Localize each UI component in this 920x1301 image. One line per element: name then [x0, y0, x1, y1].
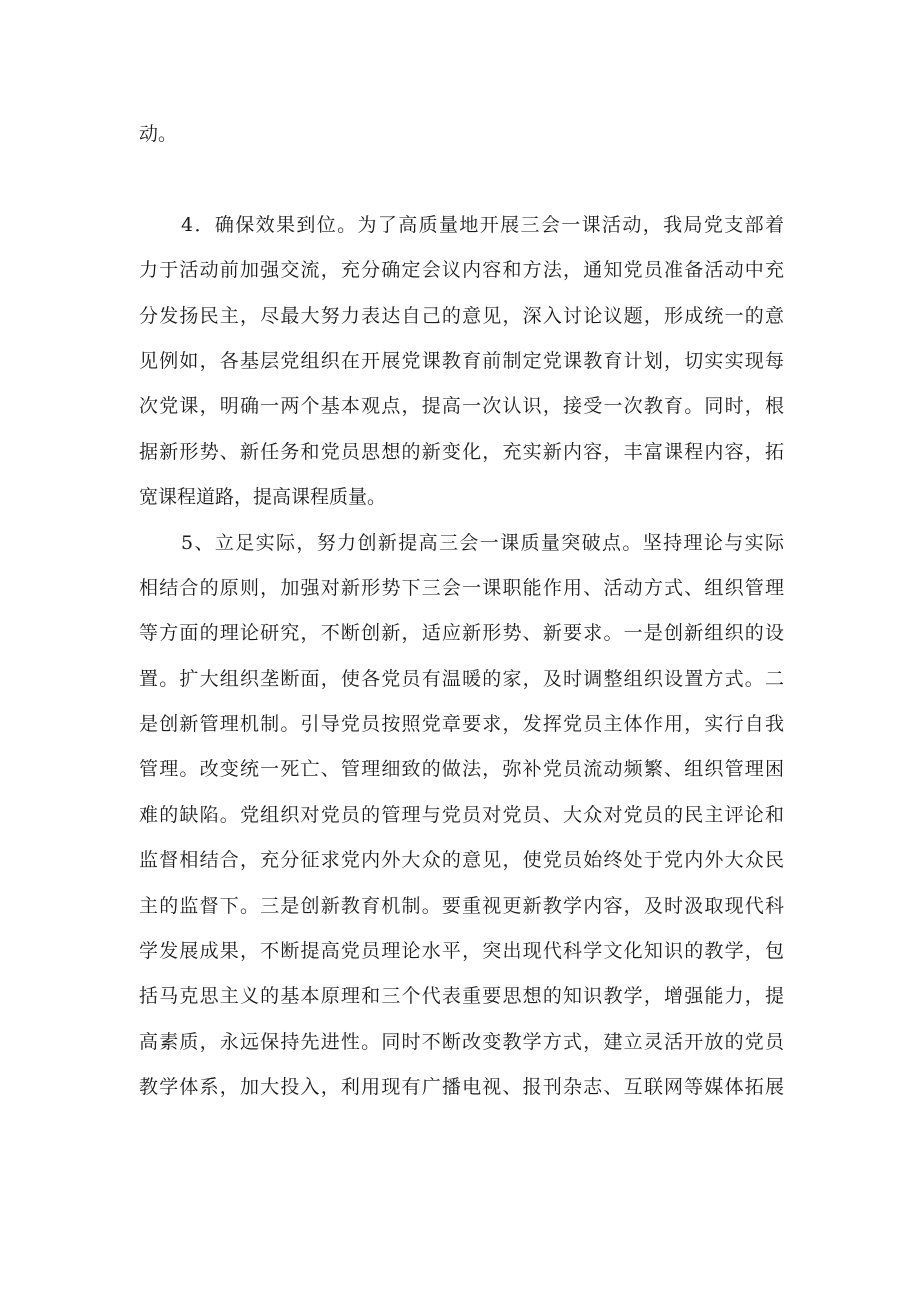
text-line: 学发展成果，不断提高党员理论水平，突出现代科学文化知识的教学，包: [139, 940, 784, 963]
text-line: 置。扩大组织垄断面，使各党员有温暖的家，及时调整组织设置方式。二: [139, 667, 784, 690]
text-line: 括马克思主义的基本原理和三个代表重要思想的知识教学，增强能力，提: [139, 985, 784, 1008]
document-page: [139, 112, 784, 1111]
text-line: 相结合的原则，加强对新形势下三会一课职能作用、活动方式、组织管理: [139, 576, 784, 599]
paragraph-4: [139, 203, 784, 521]
paragraph-gap: [139, 157, 784, 202]
text-line: 见例如，各基层党组织在开展党课教育前制定党课教育计划，切实实现每: [139, 349, 784, 372]
text-line: 动。: [139, 123, 178, 145]
text-line: 5、立足实际，努力创新提高三会一课质量突破点。坚持理论与实际: [181, 531, 784, 554]
text-line: 分发扬民主，尽最大努力表达自己的意见，深入讨论议题，形成统一的意: [139, 304, 784, 327]
text-line: 主的监督下。三是创新教育机制。要重视更新教学内容，及时汲取现代科: [139, 894, 784, 917]
text-line: 管理。改变统一死亡、管理细致的做法，弥补党员流动频繁、组织管理困: [139, 758, 784, 781]
text-line: 宽课程道路，提高课程质量。: [139, 486, 387, 509]
text-line: 高素质，永远保持先进性。同时不断改变教学方式，建立灵活开放的党员: [139, 1030, 784, 1053]
text-line: 等方面的理论研究，不断创新，适应新形势、新要求。一是创新组织的设: [139, 622, 784, 645]
text-line: 4．确保效果到位。为了高质量地开展三会一课活动，我局党支部着: [181, 213, 784, 236]
text-line: 是创新管理机制。引导党员按照党章要求，发挥党员主体作用，实行自我: [139, 713, 784, 736]
text-line: 教学体系，加大投入，利用现有广播电视、报刊杂志、互联网等媒体拓展: [139, 1076, 784, 1099]
text-line: 难的缺陷。党组织对党员的管理与党员对党员、大众对党员的民主评论和: [139, 803, 784, 826]
text-line: 力于活动前加强交流，充分确定会议内容和方法，通知党员准备活动中充: [139, 259, 784, 282]
paragraph-continuation: [139, 112, 784, 157]
paragraph-5: [139, 521, 784, 1111]
text-line: 次党课，明确一两个基本观点，提高一次认识，接受一次教育。同时，根: [139, 395, 784, 418]
text-line: 据新形势、新任务和党员思想的新变化，充实新内容，丰富课程内容，拓: [139, 440, 784, 463]
text-line: 监督相结合，充分征求党内外大众的意见，使党员始终处于党内外大众民: [139, 849, 784, 872]
